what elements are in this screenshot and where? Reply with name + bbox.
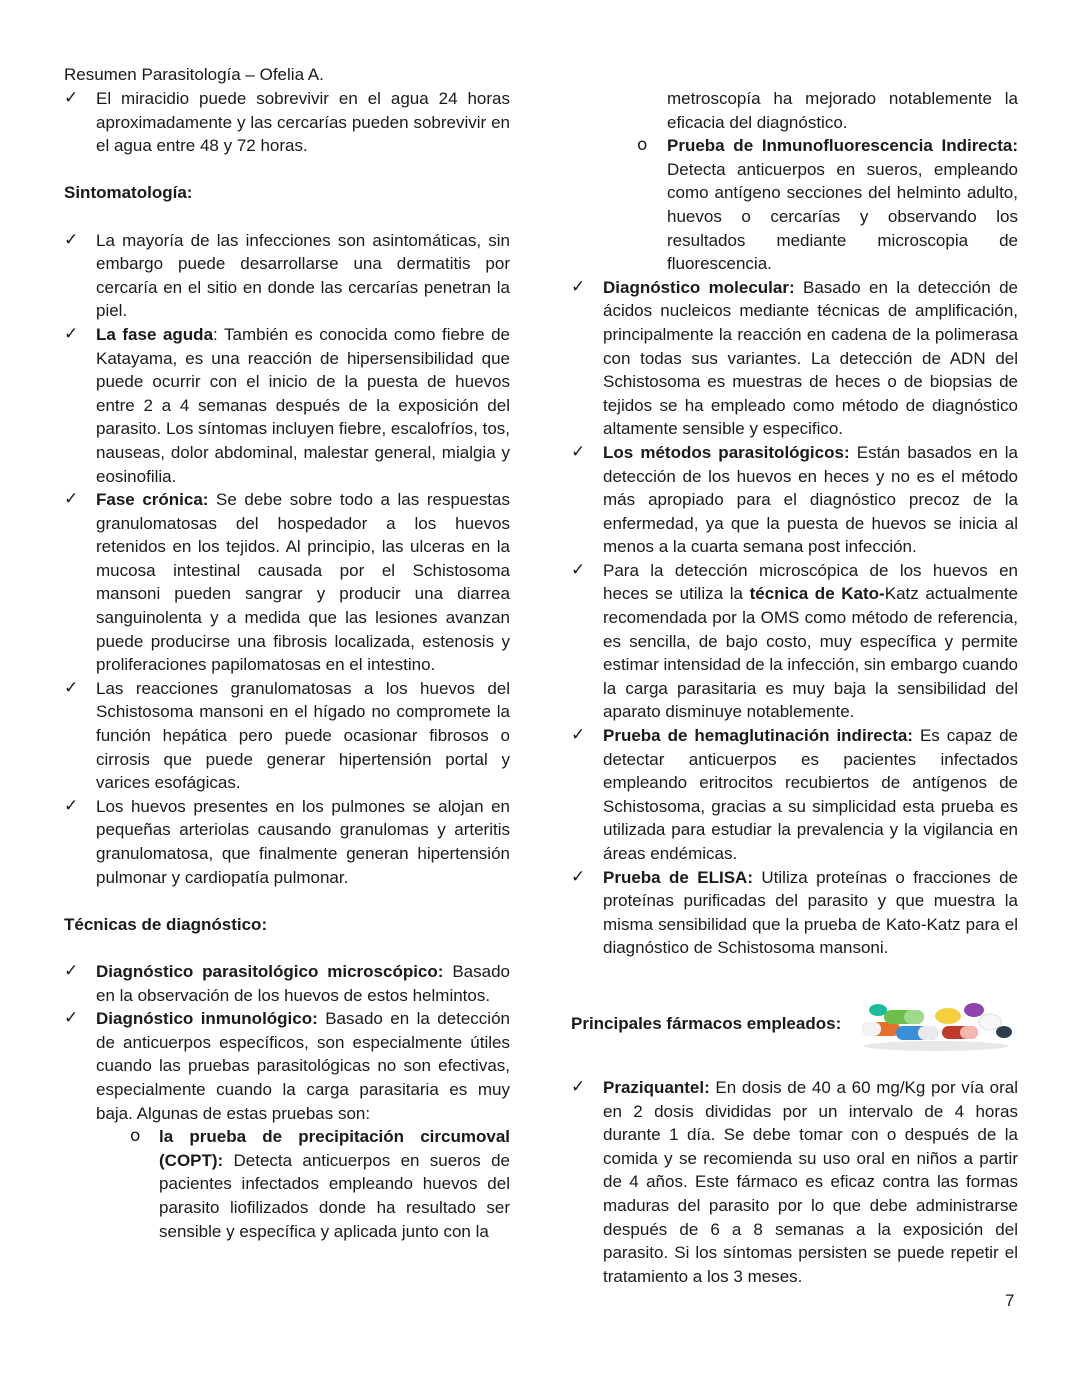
list-item — [64, 323, 510, 488]
check-icon: ✓ — [64, 677, 79, 698]
item-lead: la prueba de precipitación circumoval (COPT): — [159, 1127, 510, 1170]
left-column — [64, 87, 510, 1243]
item-lead: Praziquantel: — [603, 1077, 710, 1097]
list-item — [571, 441, 1018, 559]
list-item — [64, 229, 510, 323]
item-lead: técnica de Kato- — [749, 584, 885, 604]
item-lead: La fase aguda — [96, 324, 214, 344]
pills-image — [856, 996, 1016, 1052]
item-text: Las reacciones granulomatosas a los huevos del Schistosoma mansoni en el hígado no compromete la función hepática pero puede ocasionar fibrosos o cirrosis que puede generar hipertensión portal y varices esofágicas. — [96, 678, 510, 793]
document-header: Resumen Parasitología – Ofelia A. — [64, 65, 324, 84]
check-icon: ✓ — [571, 866, 586, 887]
list-item — [64, 795, 510, 889]
circle-bullet-icon: o — [130, 1126, 141, 1147]
check-icon: ✓ — [571, 276, 586, 297]
check-icon: ✓ — [64, 229, 79, 250]
item-text: Se debe sobre todo a las respuestas granulomatosas del hospedador a los huevos retenidos en los tejidos. Al principio, las ulceras en la mucosa intestinal causada por el Schistosoma mansoni pueden sangrar y producir una diarrea sanguinolenta y a medida que las lesiones avanzan puede producirse una fibrosis localizada, estenosis y proliferaciones papilomatosas en el intestino. — [96, 490, 510, 675]
circle-bullet-icon: o — [637, 135, 648, 156]
item-text: Basado en la observación de los huevos de estos helmintos. — [96, 961, 510, 1005]
item-lead: Prueba de hemaglutinación indirecta: — [603, 726, 913, 746]
item-lead: Diagnóstico inmunológico: — [96, 1009, 318, 1029]
continued-text — [571, 87, 1018, 134]
item-text: metroscopía ha mejorado notablemente la eficacia del diagnóstico. — [667, 89, 1018, 132]
check-icon: ✓ — [64, 88, 79, 108]
check-icon: ✓ — [571, 559, 586, 580]
sub-list-item — [64, 1125, 510, 1243]
pills-illustration — [856, 996, 1016, 1052]
list-item — [64, 677, 510, 795]
item-text: Katz actualmente recomendada por la OMS como método de referencia, es sencilla, de bajo costo, muy específica y permite estimar intensidad de la infección, sin embargo cuando la carga parasitaria es muy baja la sensibilidad del aparato disminuye notablemente. — [603, 584, 1019, 722]
item-text: Utiliza proteínas o fracciones de proteínas purificadas del parasito y que muestra la misma sensibilidad que la prueba de Kato-Katz para el diagnóstico de Schistosoma mansoni. — [603, 867, 1019, 958]
item-lead: Prueba de Inmunofluorescencia Indirecta: — [667, 136, 1018, 156]
page-number: 7 — [1005, 1291, 1015, 1310]
list-item — [571, 559, 1018, 724]
item-text: En dosis de 40 a 60 mg/Kg por vía oral en 2 dosis divididas por un intervalo de 4 horas durante 1 día. Se debe tomar con o después de la comida y se recomienda su uso oral en niños a partir de 4 años. Este fármaco es eficaz contra las formas maduras del parasito por lo que debe administrarse después de 6 a 8 semanas a la exposición del parasito. Si los síntomas persisten se puede repetir el tratamiento a los 3 meses. — [603, 1077, 1018, 1286]
item-text: Basado en la detección de ácidos nucleicos mediante técnicas de amplificación, principalmente la reacción en cadena de la polimerasa con todas sus variantes. La detección de ADN del Schistosoma es muestras de heces o de biopsias de tejidos se ha empleado como método de diagnóstico altamente sensible y especifico. — [603, 277, 1018, 439]
item-text: Basado en la detección de anticuerpos específicos, son especialmente útiles cuando las pruebas parasitológicas no son efectivas, especialmente cuando la carga parasitaria es muy baja. Algunas de estas pruebas son: — [96, 1009, 510, 1123]
item-text: Están basados en la detección de los huevos en heces y no es el método más apropiado para el diagnóstico precoz de la enfermedad, ya que la puesta de huevos se inicia al menos a la cuarta semana post infección. — [603, 442, 1019, 557]
section-heading-sintomatologia: Sintomatología: — [64, 183, 193, 203]
list-item — [64, 1007, 510, 1125]
list-item — [571, 724, 1018, 866]
item-lead: Los métodos parasitológicos: — [603, 442, 850, 462]
list-item — [571, 1076, 1018, 1288]
check-icon: ✓ — [64, 795, 79, 816]
list-item — [64, 87, 510, 158]
list-item — [571, 866, 1018, 960]
check-icon: ✓ — [571, 441, 586, 462]
section-heading-tecnicas: Técnicas de diagnóstico: — [64, 914, 268, 934]
item-text: Es capaz de detectar anticuerpos es pacientes infectados empleando eritrocitos recubiertos de antígenos de Schistosoma, gracias a su simplicidad esta prueba es utilizada para estudiar la prevalencia y la vigilancia en áreas endémicas. — [603, 726, 1019, 863]
list-item — [571, 276, 1018, 441]
item-text: Para la detección microscópica de los huevos en heces se utiliza la — [603, 560, 1018, 604]
item-lead: Prueba de ELISA: — [603, 867, 753, 887]
item-text: : También es conocida como fiebre de Katayama, es una reacción de hipersensibilidad que puede ocurrir con el inicio de la puesta de huevos entre 2 a 4 semanas después de la exposición del parasito. Los síntomas incluyen fiebre, escalofríos, tos, nauseas, dolor abdominal, malestar general, mialgia y eosinofilia. — [96, 324, 510, 486]
list-item — [64, 488, 510, 677]
item-lead: Diagnóstico parasitológico microscópico: — [96, 961, 444, 981]
farmacos-heading-row — [571, 996, 1018, 1052]
sub-list-item — [571, 134, 1018, 276]
check-icon: ✓ — [64, 323, 79, 344]
list-item — [64, 960, 510, 1007]
item-lead: Fase crónica: — [96, 490, 209, 510]
check-icon: ✓ — [571, 725, 586, 746]
item-text: Detecta anticuerpos en sueros de pacientes infectados empleando huevos del parasito liofilizados donde ha resultado ser sensible y específica y aplicada junto con la — [159, 1150, 510, 1241]
check-icon: ✓ — [64, 1008, 79, 1029]
item-text: El miracidio puede sobrevivir en el agua 24 horas aproximadamente y las cercarías pueden sobrevivir en el agua entre 48 y 72 horas. — [96, 89, 510, 156]
check-icon: ✓ — [64, 489, 79, 510]
right-column — [571, 87, 1018, 1288]
item-text: Los huevos presentes en los pulmones se alojan en pequeñas arteriolas causando granulomas y arteritis granulomatosa, que finalmente generan hipertensión pulmonar y cardiopatía pulmonar. — [96, 796, 510, 887]
item-text: La mayoría de las infecciones son asintomáticas, sin embargo puede desarrollarse una dermatitis por cercaría en el sitio en donde las cercarías penetran la piel. — [96, 230, 510, 321]
check-icon: ✓ — [64, 960, 79, 981]
section-heading-farmacos: Principales fármacos empleados: — [571, 1013, 842, 1033]
check-icon: ✓ — [571, 1076, 586, 1097]
item-lead: Diagnóstico molecular: — [603, 277, 795, 297]
item-text: Detecta anticuerpos en sueros, empleando como antígeno secciones del helminto adulto, huevos o cercarías y observando los resultados mediante microscopia de fluorescencia. — [667, 159, 1018, 274]
